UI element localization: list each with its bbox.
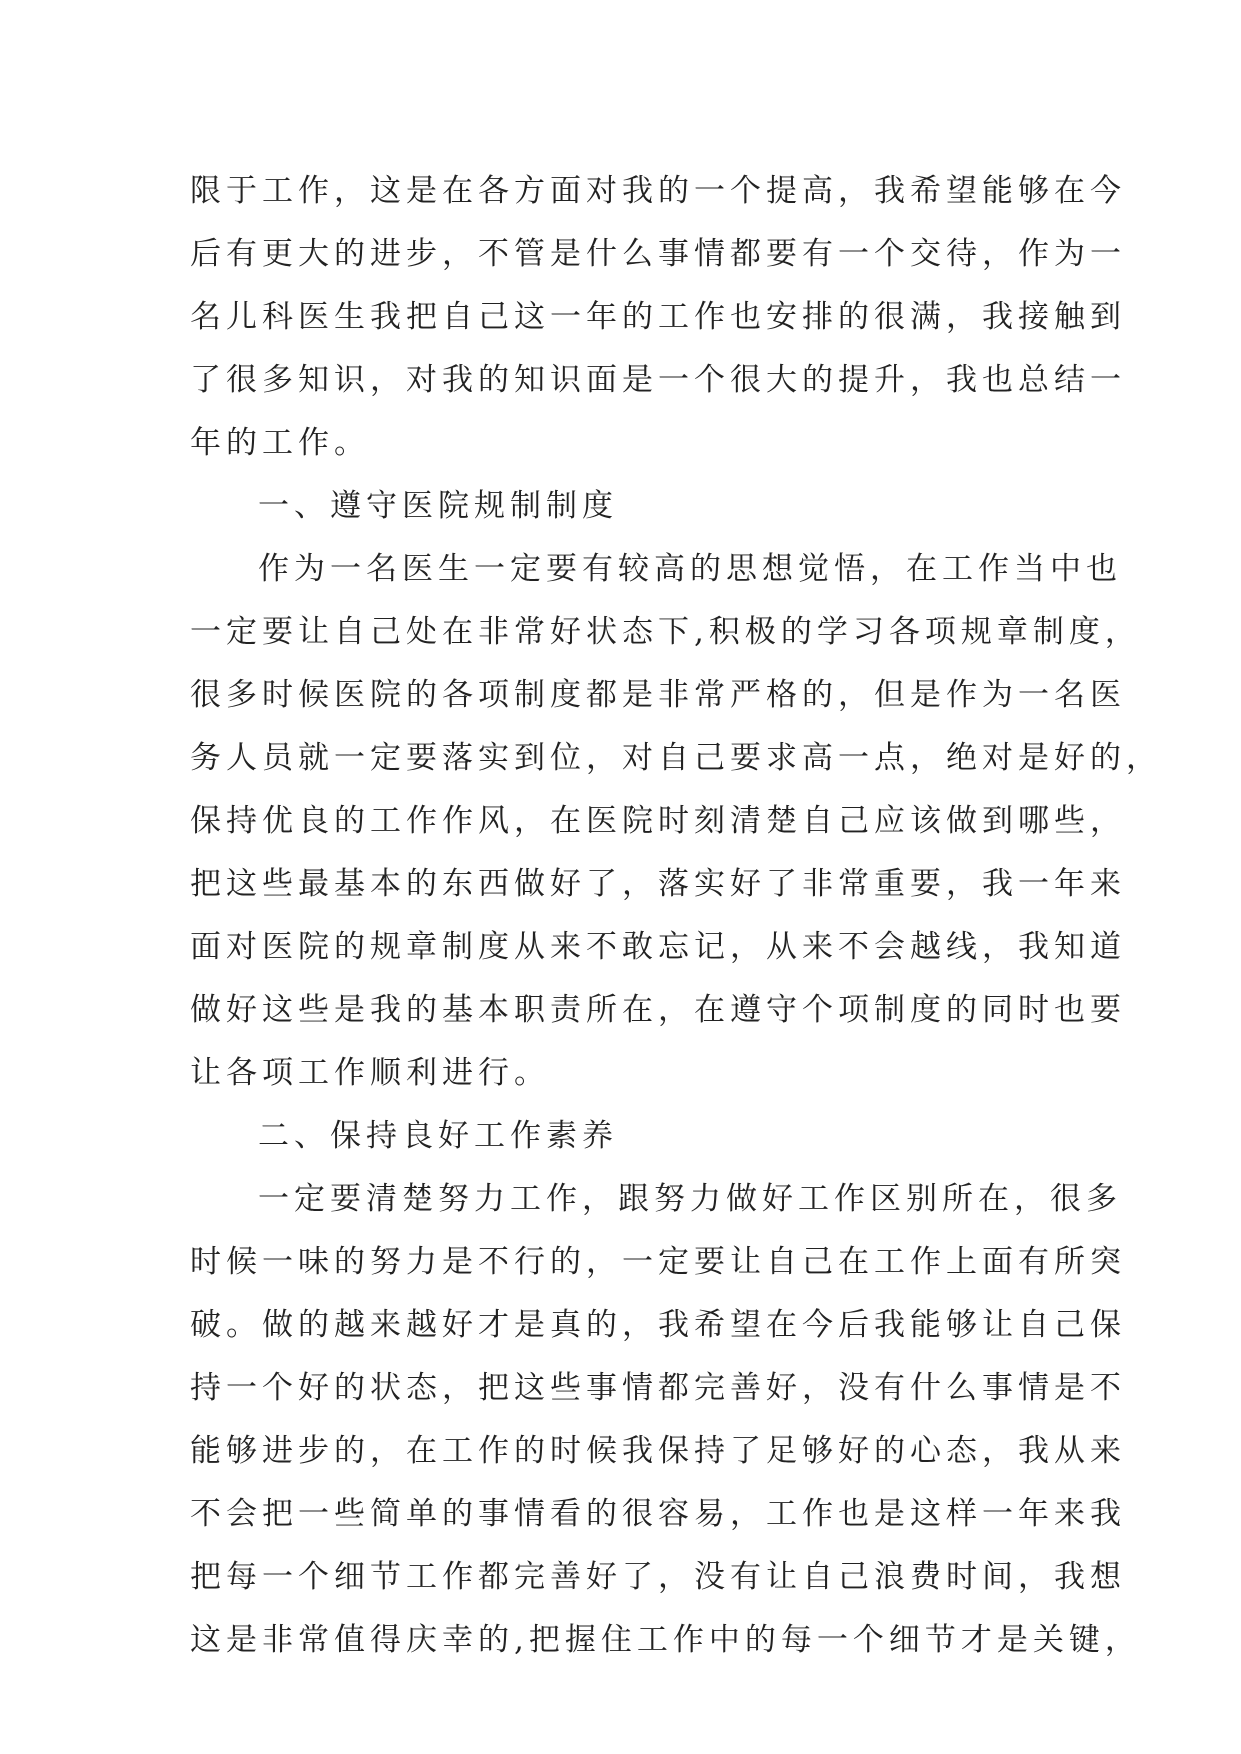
text-line: 限于工作，这是在各方面对我的一个提高，我希望能够在今 — [190, 173, 1126, 209]
text-line: 保持优良的工作作风，在医院时刻清楚自己应该做到哪些， — [190, 803, 1126, 839]
text-line: 务人员就一定要落实到位，对自己要求高一点，绝对是好的， — [190, 740, 1162, 776]
text-line: 了很多知识，对我的知识面是一个很大的提升，我也总结一 — [190, 362, 1126, 398]
text-line: 二、保持良好工作素养 — [258, 1118, 618, 1154]
text-line: 一定要清楚努力工作，跟努力做好工作区别所在，很多 — [258, 1181, 1122, 1217]
text-line: 持一个好的状态，把这些事情都完善好，没有什么事情是不 — [190, 1370, 1126, 1406]
text-line: 后有更大的进步，不管是什么事情都要有一个交待，作为一 — [190, 236, 1126, 272]
text-line: 这是非常值得庆幸的,把握住工作中的每一个细节才是关键， — [190, 1622, 1141, 1658]
text-line: 把这些最基本的东西做好了，落实好了非常重要，我一年来 — [190, 866, 1126, 902]
text-line: 能够进步的，在工作的时候我保持了足够好的心态，我从来 — [190, 1433, 1126, 1469]
text-line: 时候一味的努力是不行的，一定要让自己在工作上面有所突 — [190, 1244, 1126, 1280]
text-line: 作为一名医生一定要有较高的思想觉悟，在工作当中也 — [258, 551, 1122, 587]
text-line: 做好这些是我的基本职责所在，在遵守个项制度的同时也要 — [190, 992, 1126, 1028]
text-line: 一、遵守医院规制制度 — [258, 488, 618, 524]
text-line: 不会把一些简单的事情看的很容易，工作也是这样一年来我 — [190, 1496, 1126, 1532]
text-line: 年的工作。 — [190, 425, 370, 461]
text-line: 面对医院的规章制度从来不敢忘记，从来不会越线，我知道 — [190, 929, 1126, 965]
text-line: 一定要让自己处在非常好状态下,积极的学习各项规章制度， — [190, 614, 1141, 650]
text-line: 破。做的越来越好才是真的，我希望在今后我能够让自己保 — [190, 1307, 1126, 1343]
text-line: 把每一个细节工作都完善好了，没有让自己浪费时间，我想 — [190, 1559, 1126, 1595]
text-line: 名儿科医生我把自己这一年的工作也安排的很满，我接触到 — [190, 299, 1126, 335]
text-line: 让各项工作顺利进行。 — [190, 1055, 550, 1091]
document-body — [190, 160, 1162, 1672]
text-line: 很多时候医院的各项制度都是非常严格的，但是作为一名医 — [190, 677, 1126, 713]
